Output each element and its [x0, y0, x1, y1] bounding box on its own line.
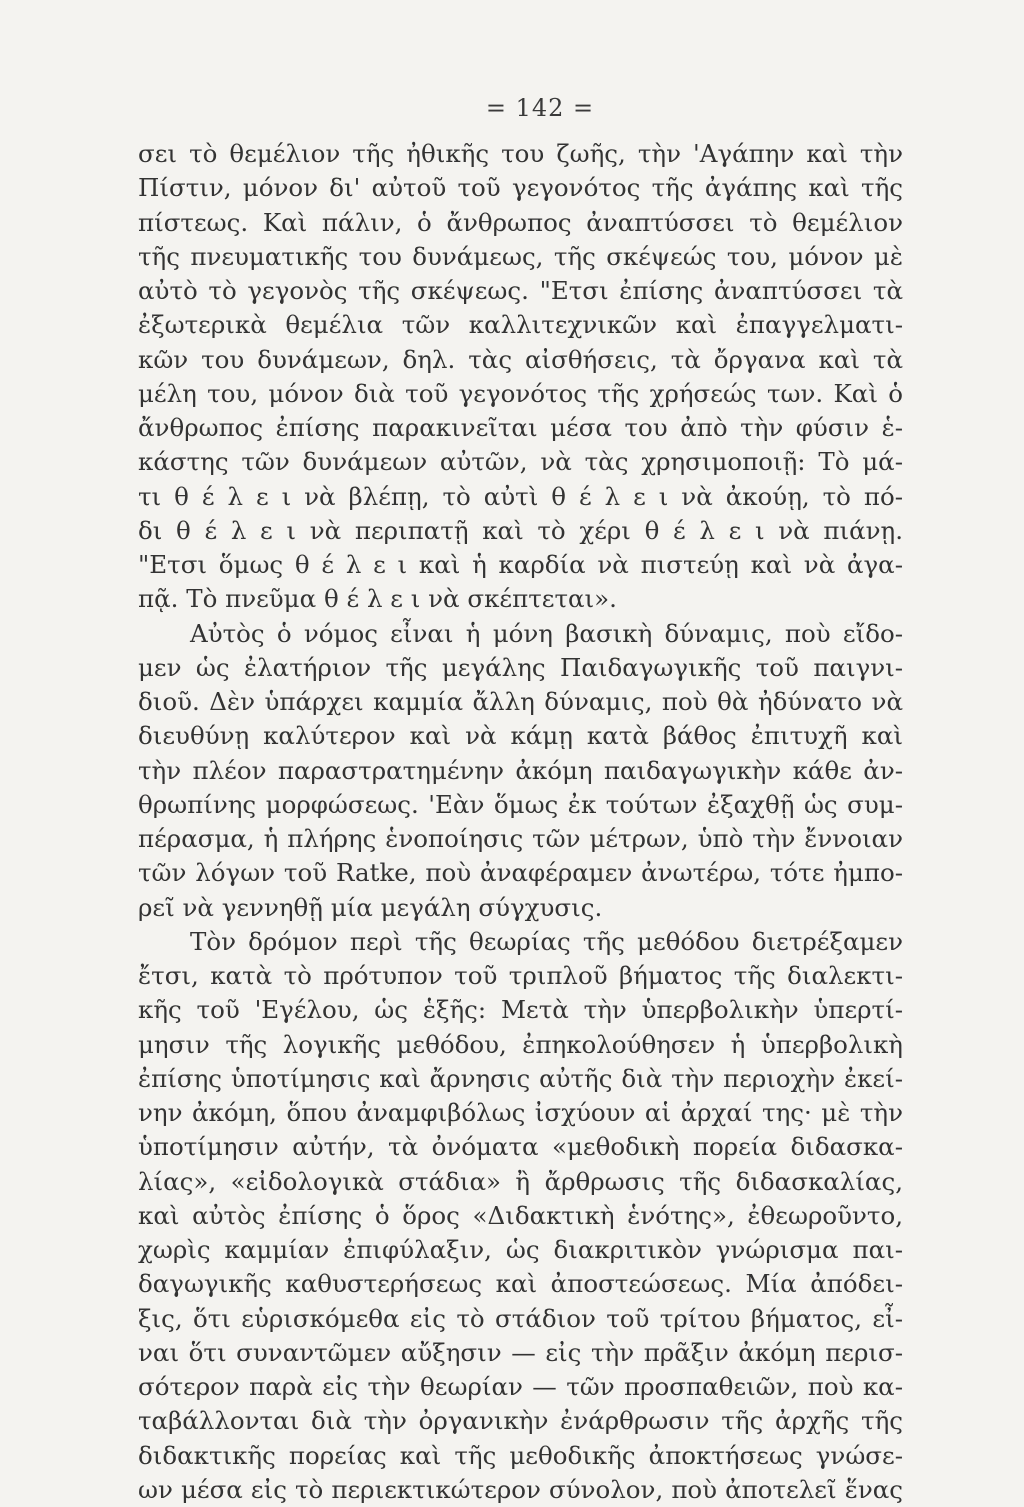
text-line: λίας», «εἰδολογικὰ στάδια» ἢ ἄρθρωσις τῆς διδασκαλίας,	[138, 1166, 903, 1196]
text-line: θρωπίνης μορφώσεως. 'Εὰν ὅμως ἐκ τούτων ἐξαχθῇ ὡς συμ-	[138, 789, 903, 819]
text-line: χωρὶς καμμίαν ἐπιφύλαξιν, ὡς διακριτικὸν γνώρισμα παι-	[138, 1235, 903, 1264]
text-line: Τὸν δρόμον περὶ τῆς θεωρίας τῆς μεθόδου διετρέξαμεν	[190, 926, 903, 956]
text-line: μησιν τῆς λογικῆς μεθόδου, ἐπηκολούθησεν ἡ ὑπερβολικὴ	[138, 1029, 903, 1059]
text-line: νην ἀκόμη, ὅπου ἀναμφιβόλως ἰσχύουν αἱ ἀρχαί της· μὲ τὴν	[138, 1098, 903, 1127]
text-line: ων μέσα εἰς τὸ περιεκτικώτερον σύνολον, ποὺ ἀποτελεῖ ἕνας	[138, 1474, 903, 1504]
page-number: = 142 =	[485, 94, 595, 122]
text-line: ταβάλλονται διὰ τὴν ὀργανικὴν ἐνάρθρωσιν τῆς ἀρχῆς τῆς	[138, 1406, 903, 1436]
text-line: αὐτὸ τὸ γεγονὸς τῆς σκέψεως. "Ετσι ἐπίσης ἀναπτύσσει τὰ	[138, 276, 903, 305]
text-line: ναι ὅτι συναντῶμεν αὔξησιν — εἰς τὴν πρᾶξιν ἀκόμη περισ-	[138, 1337, 903, 1367]
text-line: Πίστιν, μόνον δι' αὐτοῦ τοῦ γεγονότος τῆς ἀγάπης καὶ τῆς	[138, 173, 903, 203]
text-line: κάστης τῶν δυνάμεων αὐτῶν, νὰ τὰς χρησιμοποιῇ: Τὸ μά-	[138, 447, 903, 477]
text-line: πᾷ. Τὸ πνεῦμα θ έ λ ε ι νὰ σκέπτεται».	[138, 584, 617, 614]
text-line: ἔτσι, κατὰ τὸ πρότυπον τοῦ τριπλοῦ βήματος τῆς διαλεκτι-	[138, 961, 903, 990]
text-line: διευθύνῃ καλύτερον καὶ νὰ κάμῃ κατὰ βάθος ἐπιτυχῆ καὶ	[138, 721, 903, 751]
text-line: διδακτικῆς πορείας καὶ τῆς μεθοδικῆς ἀποκτήσεως γνώσε-	[138, 1440, 903, 1470]
text-line: τὴν πλέον παραστρατημένην ἀκόμη παιδαγωγικὴν κάθε ἀν-	[138, 755, 903, 785]
text-line: διοῦ. Δὲν ὑπάρχει καμμία ἄλλη δύναμις, ποὺ θὰ ἠδύνατο νὰ	[138, 687, 903, 716]
text-line: "Ετσι ὅμως θ έ λ ε ι καὶ ἡ καρδία νὰ πιστεύῃ καὶ νὰ ἀγα-	[138, 550, 903, 579]
text-line: δι θ έ λ ε ι νὰ περιπατῇ καὶ τὸ χέρι θ έ λ ε ι νὰ πιάνῃ.	[138, 515, 903, 545]
text-line: ἄνθρωπος ἐπίσης παρακινεῖται μέσα του ἀπὸ τὴν φύσιν ἑ-	[138, 413, 903, 442]
text-line: σει τὸ θεμέλιον τῆς ἠθικῆς του ζωῆς, τὴν 'Αγάπην καὶ τὴν	[138, 139, 903, 168]
text-line: ρεῖ νὰ γεννηθῇ μία μεγάλη σύγχυσις.	[138, 892, 603, 922]
text-line: καὶ αὐτὸς ἐπίσης ὁ ὅρος «Διδακτικὴ ἑνότης», ἐθεωροῦντο,	[138, 1200, 903, 1230]
text-line: τῶν λόγων τοῦ Ratke, ποὺ ἀναφέραμεν ἀνωτέρω, τότε ἠμπο-	[138, 858, 903, 888]
text-line: μεν ὡς ἐλατήριον τῆς μεγάλης Παιδαγωγικῆς τοῦ παιγνι-	[138, 652, 903, 682]
text-line: ξις, ὅτι εὑρισκόμεθα εἰς τὸ στάδιον τοῦ τρίτου βήματος, εἶ-	[138, 1303, 903, 1333]
text-line: τῆς πνευματικῆς του δυνάμεως, τῆς σκέψεώς του, μόνον μὲ	[138, 241, 903, 271]
text-line: κῆς τοῦ 'Εγέλου, ὡς ἑξῆς: Μετὰ τὴν ὑπερβολικὴν ὑπερτί-	[138, 995, 903, 1025]
text-line: ὑποτίμησιν αὐτήν, τὰ ὀνόματα «μεθοδικὴ πορεία διδασκα-	[138, 1132, 903, 1162]
text-line: κῶν του δυνάμεων, δηλ. τὰς αἰσθήσεις, τὰ ὄργανα καὶ τὰ	[138, 344, 903, 374]
text-line: τι θ έ λ ε ι νὰ βλέπῃ, τὸ αὐτὶ θ έ λ ε ι νὰ ἀκούῃ, τὸ πό-	[138, 481, 903, 511]
text-line: ἐπίσης ὑποτίμησις καὶ ἄρνησις αὐτῆς διὰ τὴν περιοχὴν ἐκεί-	[138, 1063, 903, 1093]
text-line: πέρασμα, ἡ πλήρης ἑνοποίησις τῶν μέτρων, ὑπὸ τὴν ἔννοιαν	[138, 824, 903, 853]
text-line: πίστεως. Καὶ πάλιν, ὁ ἄνθρωπος ἀναπτύσσει τὸ θεμέλιον	[138, 207, 903, 237]
text-line: δαγωγικῆς καθυστερήσεως καὶ ἀποστεώσεως. Μία ἀπόδει-	[138, 1269, 903, 1299]
text-line: μέλη του, μόνον διὰ τοῦ γεγονότος τῆς χρήσεώς των. Καὶ ὁ	[138, 378, 903, 408]
text-line: σότερον παρὰ εἰς τὴν θεωρίαν — τῶν προσπαθειῶν, ποὺ κα-	[138, 1372, 903, 1401]
text-line: ἐξωτερικὰ θεμέλια τῶν καλλιτεχνικῶν καὶ ἐπαγγελματι-	[138, 310, 903, 340]
text-line: Αὐτὸς ὁ νόμος εἶναι ἡ μόνη βασικὴ δύναμις, ποὺ εἴδο-	[190, 618, 903, 648]
body-text	[138, 137, 903, 1507]
